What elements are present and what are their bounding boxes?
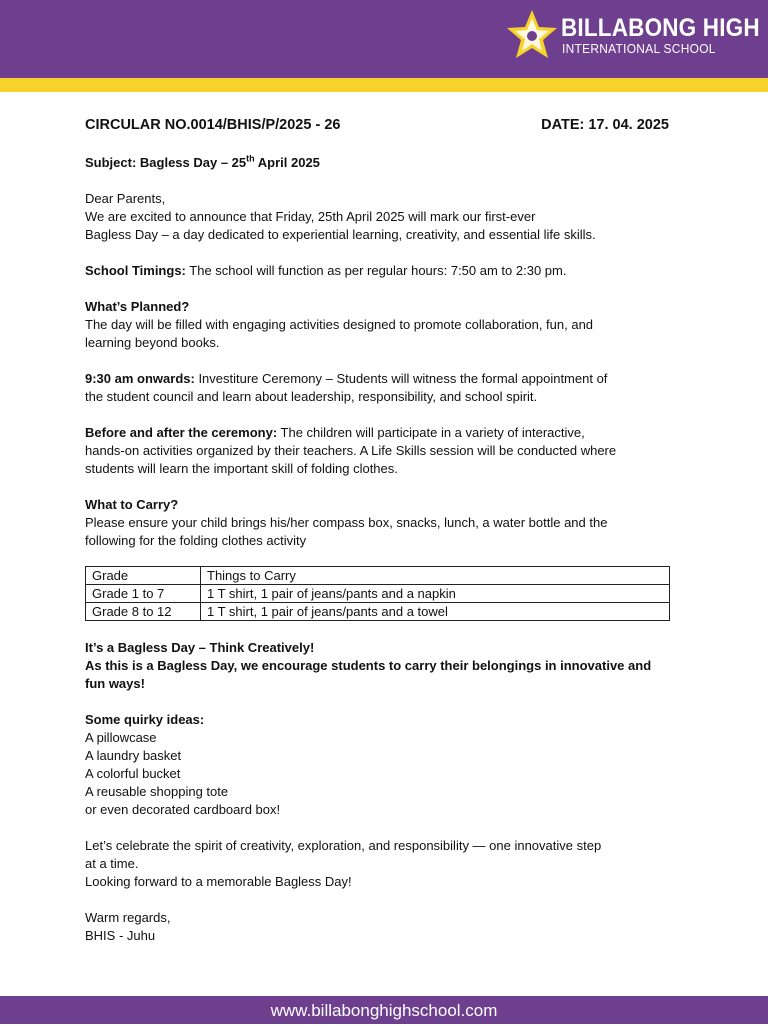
table-row bbox=[86, 603, 670, 621]
intro-line-1: We are excited to announce that Friday, 25th April 2025 will mark our first-ever bbox=[85, 209, 536, 224]
timings-label: School Timings: bbox=[85, 263, 186, 278]
greeting: Dear Parents, bbox=[85, 191, 166, 206]
carry-heading-text: What to Carry? bbox=[85, 497, 179, 512]
star-logo-icon bbox=[501, 8, 563, 64]
think-line-2 bbox=[85, 675, 675, 693]
intro-line-2: Bagless Day – a day dedicated to experiential learning, creativity, and essential life skills. bbox=[85, 227, 596, 242]
celebrate-line-3: Looking forward to a memorable Bagless Day! bbox=[85, 874, 352, 889]
table-header-cell: Grade bbox=[86, 567, 201, 585]
subject-text: Subject: Bagless Day – 25 bbox=[85, 155, 247, 170]
school-subtitle: INTERNATIONAL SCHOOL bbox=[562, 41, 716, 56]
school-name: BILLABONG HIGH bbox=[561, 14, 760, 42]
celebrate-line-1: Let’s celebrate the spirit of creativity, exploration, and responsibility — one innovative step bbox=[85, 838, 602, 853]
circular-title-row bbox=[85, 116, 675, 134]
signature: BHIS - Juhu bbox=[85, 928, 156, 943]
before-text: The children will participate in a variety of interactive, bbox=[277, 425, 585, 440]
table-header-cell: Things to Carry bbox=[201, 567, 670, 585]
planned-line-2: learning beyond books. bbox=[85, 335, 220, 350]
subject-month: April 2025 bbox=[254, 155, 320, 170]
think-text-1: As this is a Bagless Day, we encourage students to carry their belongings in innovative and bbox=[85, 658, 652, 673]
things-to-carry-table bbox=[85, 566, 670, 621]
circular-date: DATE: 17. 04. 2025 bbox=[541, 117, 669, 133]
planned-heading-text: What’s Planned? bbox=[85, 299, 190, 314]
table-cell: 1 T shirt, 1 pair of jeans/pants and a napkin bbox=[201, 585, 670, 603]
list-item: A laundry basket bbox=[85, 748, 182, 763]
celebrate-line-2: at a time. bbox=[85, 856, 139, 871]
before-line-3: students will learn the important skill of folding clothes. bbox=[85, 461, 398, 476]
table-cell: Grade 1 to 7 bbox=[86, 585, 201, 603]
carry-line-1: Please ensure your child brings his/her compass box, snacks, lunch, a water bottle and the bbox=[85, 515, 608, 530]
before-label: Before and after the ceremony: bbox=[85, 425, 278, 440]
list-item: A colorful bucket bbox=[85, 766, 181, 781]
header-banner bbox=[0, 0, 768, 78]
ideas-heading-text: Some quirky ideas: bbox=[85, 712, 205, 727]
carry-line-2: following for the folding clothes activity bbox=[85, 533, 307, 548]
subject-superscript: th bbox=[246, 153, 255, 164]
timings-text: The school will function as per regular hours: 7:50 am to 2:30 pm. bbox=[185, 263, 567, 278]
ceremony-line-2: the student council and learn about leadership, responsibility, and school spirit. bbox=[85, 389, 538, 404]
circular-body bbox=[85, 116, 675, 945]
think-heading bbox=[85, 639, 675, 657]
footer-website-link[interactable]: www.billabonghighschool.com bbox=[270, 1001, 498, 1020]
circular-number: CIRCULAR NO.0014/BHIS/P/2025 - 26 bbox=[85, 117, 341, 133]
ceremony-text: Investiture Ceremony – Students will witness the formal appointment of bbox=[194, 371, 608, 386]
before-line-2: hands-on activities organized by their teachers. A Life Skills session will be conducted where bbox=[85, 443, 617, 458]
carry-heading bbox=[85, 496, 675, 514]
ceremony-line-1 bbox=[85, 370, 675, 388]
subject-line bbox=[85, 154, 675, 172]
planned-heading bbox=[85, 298, 675, 316]
list-item: A pillowcase bbox=[85, 730, 157, 745]
table-row bbox=[86, 585, 670, 603]
planned-line-1: The day will be filled with engaging activities designed to promote collaboration, fun, and bbox=[85, 317, 594, 332]
think-line-1 bbox=[85, 657, 675, 675]
before-line-1 bbox=[85, 424, 675, 442]
table-cell: 1 T shirt, 1 pair of jeans/pants and a towel bbox=[201, 603, 670, 621]
school-timings bbox=[85, 262, 675, 280]
list-item: A reusable shopping tote bbox=[85, 784, 229, 799]
ceremony-label: 9:30 am onwards: bbox=[85, 371, 195, 386]
regards: Warm regards, bbox=[85, 910, 171, 925]
table-cell: Grade 8 to 12 bbox=[86, 603, 201, 621]
think-text-2: fun ways! bbox=[85, 676, 145, 691]
ideas-heading bbox=[85, 711, 675, 729]
table-header-row bbox=[86, 567, 670, 585]
list-item: or even decorated cardboard box! bbox=[85, 802, 281, 817]
header-accent-band bbox=[0, 78, 768, 92]
school-logo bbox=[501, 8, 760, 64]
think-heading-text: It’s a Bagless Day – Think Creatively! bbox=[85, 640, 315, 655]
footer-banner bbox=[0, 996, 768, 1024]
